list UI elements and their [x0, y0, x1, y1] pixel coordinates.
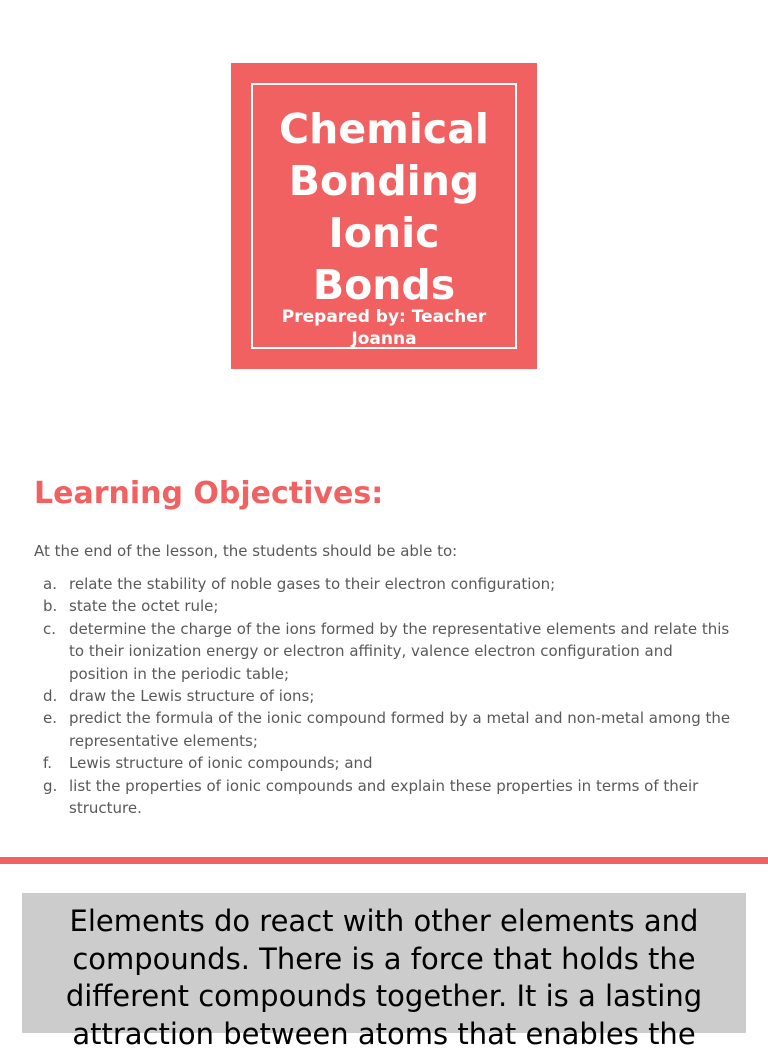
title-line: Bonds [312, 261, 456, 309]
objective-text: relate the stability of noble gases to their electron configuration; [69, 575, 556, 593]
title-line: Bonding [288, 157, 480, 205]
title-line: Chemical [279, 105, 489, 153]
objective-item [34, 707, 734, 752]
objective-text: draw the Lewis structure of ions; [69, 687, 315, 706]
learning-objectives-heading: Learning Objectives: [34, 476, 384, 511]
objective-text: determine the charge of the ions formed by the representative elements and relate this to their ionization energy or electron affinity, valence electron configuration and position in the periodic table; [69, 619, 730, 683]
section-divider [0, 857, 768, 864]
objective-marker: c. [43, 619, 57, 638]
objective-marker: b. [43, 597, 58, 616]
objective-text: list the properties of ionic compounds and explain these properties in terms of their structure. [69, 776, 699, 818]
objective-item [34, 595, 734, 617]
objective-text: predict the formula of the ionic compound formed by a metal and non-metal among the representative elements; [69, 709, 731, 750]
objective-list [34, 573, 734, 819]
objective-item [34, 775, 734, 820]
objective-text: state the octet rule; [69, 597, 219, 616]
title-line: Ionic [328, 209, 440, 257]
prepared-by [253, 306, 515, 350]
objective-marker: d. [43, 687, 58, 706]
prepared-by-line: Prepared by: Teacher [281, 307, 487, 327]
objective-item [34, 573, 734, 595]
objective-marker: f. [43, 754, 52, 773]
objective-item [34, 618, 734, 685]
title-frame [251, 83, 517, 349]
title-card [231, 63, 537, 369]
content-box [22, 893, 746, 1051]
objectives-intro: At the end of the lesson, the students should be able to: [34, 542, 458, 560]
objective-marker: g. [43, 776, 58, 795]
objective-item [34, 752, 734, 774]
content-box-text: Elements do react with other elements and compounds. There is a force that holds the different compounds together. It is a lasting attraction between atoms that enables the [65, 904, 703, 1051]
objective-item [34, 685, 734, 707]
prepared-by-line: Joanna [351, 329, 417, 349]
objective-marker: e. [43, 709, 57, 728]
objective-text: Lewis structure of ionic compounds; and [69, 754, 373, 773]
document-title [253, 103, 515, 311]
objective-marker: a. [43, 575, 57, 593]
